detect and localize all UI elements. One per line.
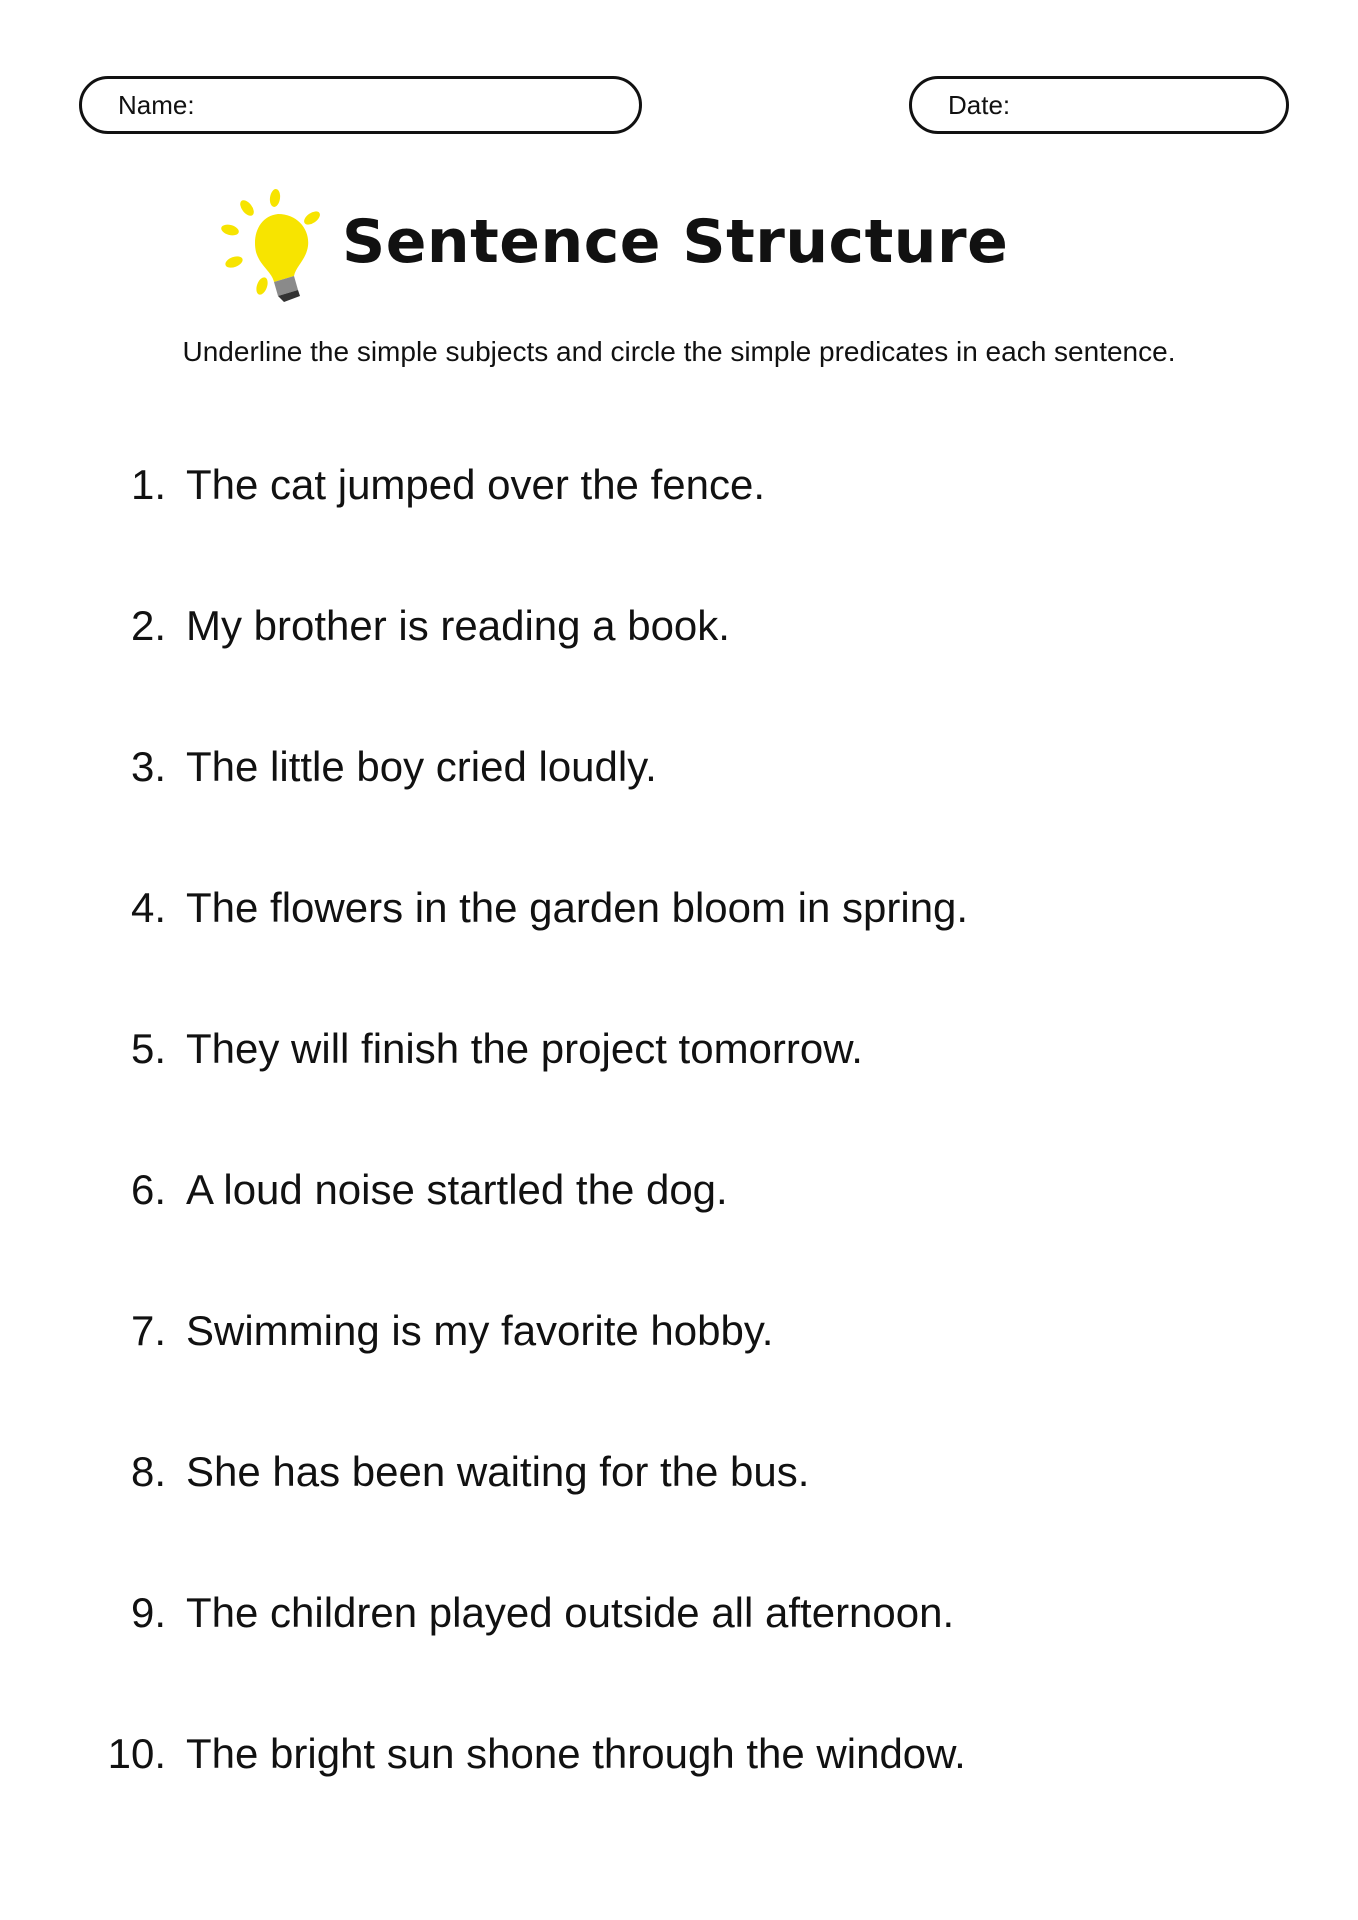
item-number: 3. bbox=[130, 743, 166, 790]
item-number: 5. bbox=[130, 1025, 166, 1072]
item-number: 2. bbox=[130, 602, 166, 649]
item-number: 10. bbox=[107, 1730, 166, 1777]
item-number: 1. bbox=[130, 461, 166, 508]
item-number: 6. bbox=[130, 1166, 166, 1213]
item-number: 4. bbox=[130, 884, 166, 931]
list-item bbox=[0, 455, 1358, 515]
list-item bbox=[0, 1301, 1358, 1361]
date-field[interactable] bbox=[909, 76, 1289, 134]
item-text: My brother is reading a book. bbox=[186, 602, 730, 649]
item-text: A loud noise startled the dog. bbox=[186, 1166, 728, 1213]
name-field[interactable] bbox=[79, 76, 642, 134]
instructions: Underline the simple subjects and circle the simple predicates in each sentence. bbox=[182, 336, 1176, 367]
item-text: The flowers in the garden bloom in spring. bbox=[186, 884, 969, 931]
list-item bbox=[0, 878, 1358, 938]
lightbulb-icon bbox=[220, 186, 330, 306]
item-text: Swimming is my favorite hobby. bbox=[186, 1307, 774, 1354]
date-label: Date: bbox=[948, 89, 1011, 120]
item-text: The little boy cried loudly. bbox=[186, 743, 657, 790]
item-text: The children played outside all afternoon. bbox=[186, 1589, 955, 1636]
list-item bbox=[0, 1442, 1358, 1502]
item-text: The bright sun shone through the window. bbox=[186, 1730, 966, 1777]
list-item bbox=[0, 1724, 1358, 1784]
list-item bbox=[0, 737, 1358, 797]
title-row bbox=[220, 186, 1120, 306]
item-number: 7. bbox=[130, 1307, 166, 1354]
list-item bbox=[0, 1583, 1358, 1643]
item-text: She has been waiting for the bus. bbox=[186, 1448, 810, 1495]
name-label: Name: bbox=[118, 89, 195, 120]
page-title: Sentence Structure bbox=[342, 207, 1009, 277]
list-item bbox=[0, 1019, 1358, 1079]
list-item bbox=[0, 596, 1358, 656]
item-text: The cat jumped over the fence. bbox=[186, 461, 765, 508]
item-number: 9. bbox=[130, 1589, 166, 1636]
item-text: They will finish the project tomorrow. bbox=[186, 1025, 863, 1072]
item-number: 8. bbox=[130, 1448, 166, 1495]
list-item bbox=[0, 1160, 1358, 1220]
